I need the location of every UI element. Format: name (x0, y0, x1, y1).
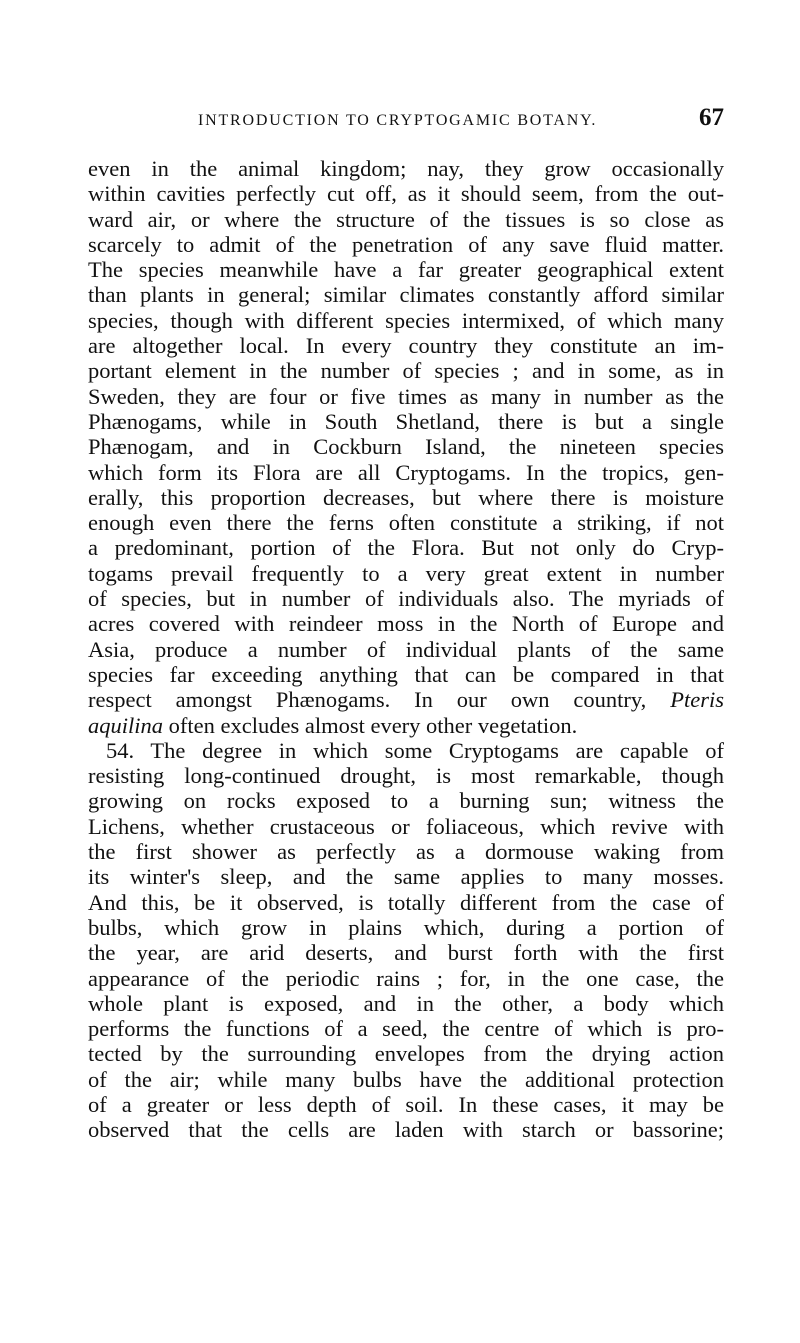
running-title: INTRODUCTION TO CRYPTOGAMIC BOTANY. (198, 112, 598, 129)
text-line: of species, but in number of individuals also. The myriads of (88, 586, 724, 612)
text-line: performs the functions of a seed, the centre of which is pro- (88, 1016, 724, 1042)
text-line: of a greater or less depth of soil. In these cases, it may be (88, 1091, 724, 1117)
text-line: Sweden, they are four or five times as many in number as the (88, 383, 724, 409)
text-line: its winter's sleep, and the same applies to many mosses. (88, 864, 724, 890)
text-line: Lichens, whether crustaceous or foliaceous, which revive with (88, 813, 724, 839)
text-line: enough even there the ferns often constitute a striking, if not (88, 510, 724, 536)
text-line: togams prevail frequently to a very great extent in number (88, 560, 724, 586)
text-line: species, though with different species intermixed, of which many (88, 307, 724, 333)
text-line: Asia, produce a number of individual plants of the same (88, 636, 724, 662)
text-line: the year, are arid deserts, and burst forth with the first (88, 940, 724, 966)
text-line: appearance of the periodic rains ; for, in the one case, the (88, 965, 724, 991)
text-line: acres covered with reindeer moss in the North of Europe and (88, 611, 724, 637)
text-line: respect amongst Phænogams. In our own country, Pteris (88, 687, 724, 713)
text-line: tected by the surrounding envelopes from the drying action (88, 1041, 724, 1067)
running-header (88, 104, 724, 132)
text-line: are altogether local. In every country they constitute an im- (88, 333, 724, 359)
text-line: resisting long-continued drought, is most remarkable, though (88, 763, 724, 789)
text-line: Phænogams, while in South Shetland, there is but a single (88, 408, 724, 434)
text-line: And this, be it observed, is totally different from the case of (88, 889, 724, 915)
text-line: growing on rocks exposed to a burning sun; witness the (88, 788, 724, 814)
text-line: observed that the cells are laden with starch or bassorine; (88, 1117, 724, 1143)
text-line: a predominant, portion of the Flora. But not only do Cryp- (88, 535, 724, 561)
text-line: bulbs, which grow in plains which, during a portion of (88, 914, 724, 940)
text-line: ward air, or where the structure of the tissues is so close as (88, 206, 724, 232)
text-line: species far exceeding anything that can be compared in that (88, 661, 724, 687)
text-line: whole plant is exposed, and in the other, a body which (88, 990, 724, 1016)
text-line: of the air; while many bulbs have the additional protection (88, 1066, 724, 1092)
text-line: even in the animal kingdom; nay, they grow occasionally (88, 156, 724, 181)
text-line: erally, this proportion decreases, but where there is moisture (88, 484, 724, 510)
book-page (88, 104, 724, 1143)
text-line: the first shower as perfectly as a dormouse waking from (88, 839, 724, 865)
section-54-start-line: 54. The degree in which some Cryptogams are capable of (106, 737, 724, 763)
species-name-italic: aquilina (88, 712, 164, 738)
text-line: scarcely to admit of the penetration of any save fluid matter. (88, 231, 724, 257)
paragraph-end-line: aquilina often excludes almost every other vegetation. (88, 712, 578, 738)
text-line: than plants in general; similar climates constantly afford similar (88, 282, 724, 308)
text-line: Phænogam, and in Cockburn Island, the nineteen species (88, 434, 724, 460)
text-line: portant element in the number of species ; and in some, as in (88, 358, 724, 384)
text-line: The species meanwhile have a far greater geographical extent (88, 257, 724, 283)
page-number: 67 (699, 104, 724, 131)
text-line: within cavities perfectly cut off, as it should seem, from the out- (88, 181, 724, 207)
text-line: which form its Flora are all Cryptogams. In the tropics, gen- (88, 459, 724, 485)
body-text (88, 156, 724, 1143)
species-name-italic: Pteris (670, 687, 724, 713)
